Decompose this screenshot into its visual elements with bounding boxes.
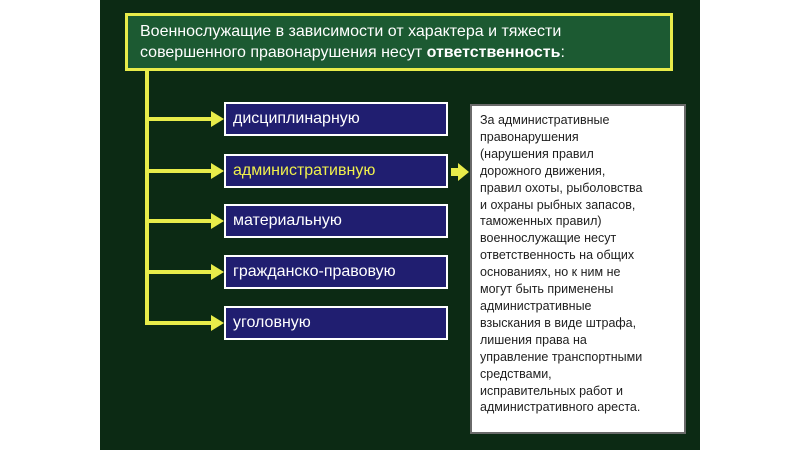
note-line: могут быть применены [480, 282, 614, 297]
note-line: взыскания в виде штрафа, [480, 315, 637, 330]
arrow-right-icon [211, 111, 224, 127]
explanation-note [470, 104, 686, 434]
note-line: (нарушения правил [480, 146, 594, 161]
note-line: ответственность на общих [480, 248, 635, 263]
note-line: правонарушения [480, 129, 579, 144]
tree-trunk-line [145, 71, 149, 325]
note-line: и охраны рыбных запасов, [480, 197, 636, 212]
category-material: материальную [224, 204, 448, 238]
side-arrow-icon [458, 163, 469, 181]
arrow-right-icon [211, 315, 224, 331]
title-line-2-text: совершенного правонарушения несут [140, 44, 427, 61]
connector-3 [145, 219, 213, 223]
note-line: средствами, [480, 366, 552, 381]
note-line: основаниях, но к ним не [480, 265, 621, 280]
connector-2 [145, 169, 213, 173]
note-line: дорожного движения, [480, 163, 606, 178]
note-line: лишения права на [480, 332, 587, 347]
arrow-right-icon [211, 264, 224, 280]
title-keyword: ответственность [426, 44, 561, 61]
category-administrative: административную [224, 154, 448, 188]
category-criminal: уголовную [224, 306, 448, 340]
arrow-right-icon [211, 163, 224, 179]
title-colon: : [560, 44, 565, 61]
note-line: административные [480, 298, 592, 313]
category-disciplinary: дисциплинарную [224, 102, 448, 136]
connector-1 [145, 117, 213, 121]
connector-5 [145, 321, 213, 325]
note-line: административного ареста. [480, 400, 641, 415]
note-line: управление транспортными [480, 349, 643, 364]
note-line: правил охоты, рыболовства [480, 180, 643, 195]
arrow-right-icon [211, 213, 224, 229]
note-line: таможенных правил) [480, 214, 602, 229]
note-line: исправительных работ и [480, 383, 623, 398]
connector-4 [145, 270, 213, 274]
title-line-1: Военнослужащие в зависимости от характера и тяжести [140, 23, 562, 40]
slide-title [125, 13, 673, 71]
note-line: За административные [480, 113, 610, 127]
category-civil: гражданско-правовую [224, 255, 448, 289]
note-line: военнослужащие несут [480, 231, 617, 246]
title-line-2 [140, 42, 662, 63]
